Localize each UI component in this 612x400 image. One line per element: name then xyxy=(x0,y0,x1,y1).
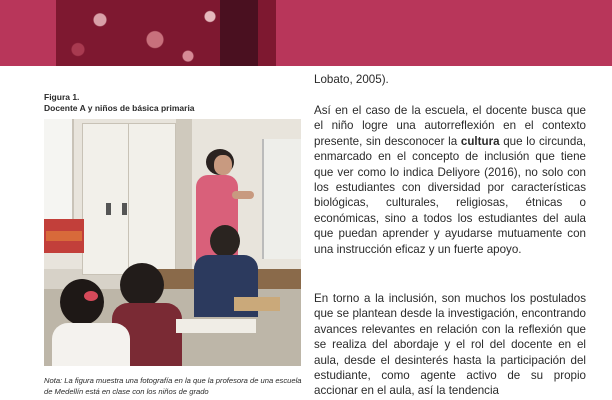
paragraph-citation-end: Lobato, 2005). xyxy=(314,73,389,86)
cabinet-handle-right xyxy=(122,203,127,215)
shelf-books-2 xyxy=(46,231,82,241)
paragraph-inclusion: En torno a la inclusión, son muchos los postulados que se plantean desde la investigación, encontrando avances relevantes en relación con la reflexión que se realiza del abordaje y el rol del docente en el aula, desde el desinterés hasta la participación del estudiante, como agente activo de su propio accionar en el aula, así la tendencia xyxy=(314,292,586,398)
student-desk xyxy=(176,319,256,333)
paragraph-text: que lo circunda, enmarcado en el concepto de inclusión que tiene que ver como lo indica Deliyore (2016), no solo con los estudiantes con diversidad por características biológicas, culturales, religiosas, étnicas o económicas, sino a todos los estudiantes del aula que puedan aprender y ayudarse mutuamente con una instrucción eficaz y un fuerte apoyo. xyxy=(314,134,586,256)
teacher-arm xyxy=(232,191,254,199)
cabinet-doors xyxy=(82,123,176,275)
paragraph-text: Así en el caso de la escuela, el docente busca que el niño logre una autorreflexión en el contexto presente, sin desconocer la xyxy=(314,104,586,148)
doorframe xyxy=(176,119,192,279)
figure-label: Figura 1. xyxy=(44,92,80,102)
teacher-face xyxy=(214,155,232,175)
student-girl-2-body xyxy=(52,323,130,366)
bold-term-cultura: cultura xyxy=(460,134,500,148)
student-girl-2-head xyxy=(60,279,104,325)
header-banner xyxy=(0,0,612,66)
figure-note: Nota: La figura muestra una fotografía en la que la profesora de una escuela de Medellín está en clase con los niños de grado xyxy=(44,376,302,396)
student-boy-head xyxy=(210,225,240,257)
cabinet-handle-left xyxy=(106,203,111,215)
chair-backrest xyxy=(234,297,280,311)
floral-fabric-photo xyxy=(56,0,276,66)
student-girl-1-head xyxy=(120,263,164,307)
classroom-photo xyxy=(44,119,301,366)
photo-shadow xyxy=(220,0,258,66)
figure-title: Docente A y niños de básica primaria xyxy=(44,103,195,113)
student-girl-2-bow xyxy=(84,291,98,301)
paragraph-school-culture xyxy=(314,103,586,257)
cabinet-divider xyxy=(128,123,129,273)
whiteboard xyxy=(262,139,301,259)
